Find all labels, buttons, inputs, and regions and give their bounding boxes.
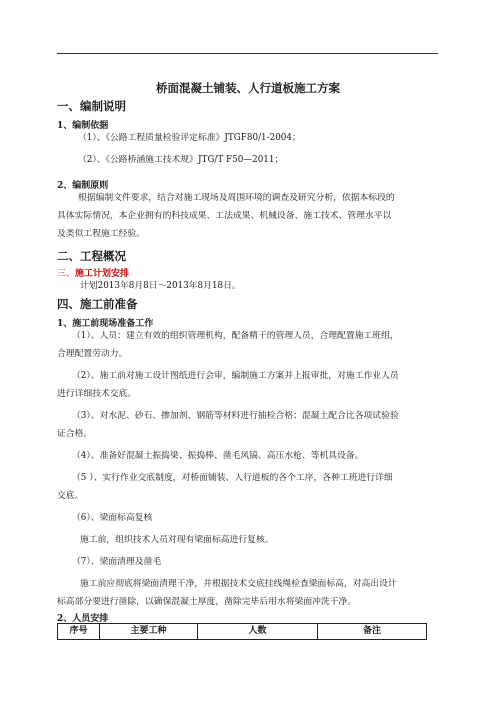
table-header-no: 序号	[58, 624, 100, 639]
item-2-line-1: （2）、施工前对施工设计图纸进行会审，编制施工方案并上报审批，对施工作业人员	[72, 371, 399, 381]
basis-item-1: （1）、《公路工程质量检验评定标准》JTGF80/1-2004；	[78, 133, 301, 143]
subsection-basis: 1、编制依据	[57, 121, 109, 131]
principle-line-3: 及类似工程施工经验。	[57, 229, 145, 239]
item-6: （6）、梁面标高复核	[72, 513, 153, 523]
basis-item-2: （2）、《公路桥涵施工技术规》JTG/T F50—2011；	[78, 155, 284, 165]
item-1-line-2: 合理配置劳动力。	[57, 349, 128, 359]
staffing-table-header	[57, 623, 427, 640]
table-header-remark: 备注	[362, 626, 381, 636]
item-7: （7）、梁面清理及凿毛	[72, 557, 162, 567]
item-5-line-2: 交底。	[57, 491, 84, 501]
table-header-count: 人数	[198, 624, 318, 639]
section-3-prefix: 三、	[57, 269, 76, 279]
section-3-title: 施工计划安排	[75, 269, 130, 279]
principle-line-1: 根据编制文件要求，结合对施工现场及周围环境的调查及研究分析，依据本标段的	[78, 193, 395, 203]
subsection-staffing: 2、人员安排	[57, 614, 109, 624]
item-5-line-1: （5 ）、实行作业交底制度，对桥面铺装、人行道板的各个工序，各种工班进行详细	[72, 473, 393, 483]
item-6-text: 施工前，组织技术人员对现有梁面标高进行复核。	[80, 535, 274, 545]
table-header-job: 主要工种	[100, 624, 198, 639]
item-7-line-1: 施工前应彻底将梁面清理干净，并根据技术交底挂线绳检查梁面标高，对高出设计	[80, 579, 397, 589]
header-rule	[57, 53, 438, 54]
plan-text: 计划2013年8月8日～2013年8月18日。	[80, 281, 241, 291]
item-3-line-2: 证合格。	[57, 429, 93, 439]
principle-line-2: 具体实际情况，本企业拥有的科技成果、工法成果、机械设备、施工技术、管理水平以	[57, 211, 392, 221]
section-1-heading: 一、编制说明	[57, 99, 126, 113]
item-4: （4）、准备好混凝土振捣梁、振捣棒、凿毛风镐、高压水枪、等机具设备。	[72, 451, 364, 461]
item-7-line-2: 标高部分要进行凿除，以确保混凝土厚度，凿除完毕后用水将梁面冲洗干净。	[57, 597, 357, 607]
subsection-principle: 2、编制原则	[57, 181, 109, 191]
item-3-line-1: （3）、对水泥、砂石、掺加剂、钢筋等材料进行抽检合格；混凝土配合比各项试验验	[72, 411, 399, 421]
document-title: 桥面混凝土铺装、人行道板施工方案	[156, 81, 340, 95]
section-4-heading: 四、施工前准备	[57, 297, 138, 311]
item-1-line-1: （1）、人员：建立有效的组织管理机构，配备精干的管理人员，合理配置施工班组，	[72, 331, 399, 341]
item-2-line-2: 进行详细技术交底。	[57, 389, 137, 399]
section-2-heading: 二、工程概况	[57, 249, 126, 263]
subsection-site-prep: 1、施工前现场准备工作	[57, 319, 154, 329]
